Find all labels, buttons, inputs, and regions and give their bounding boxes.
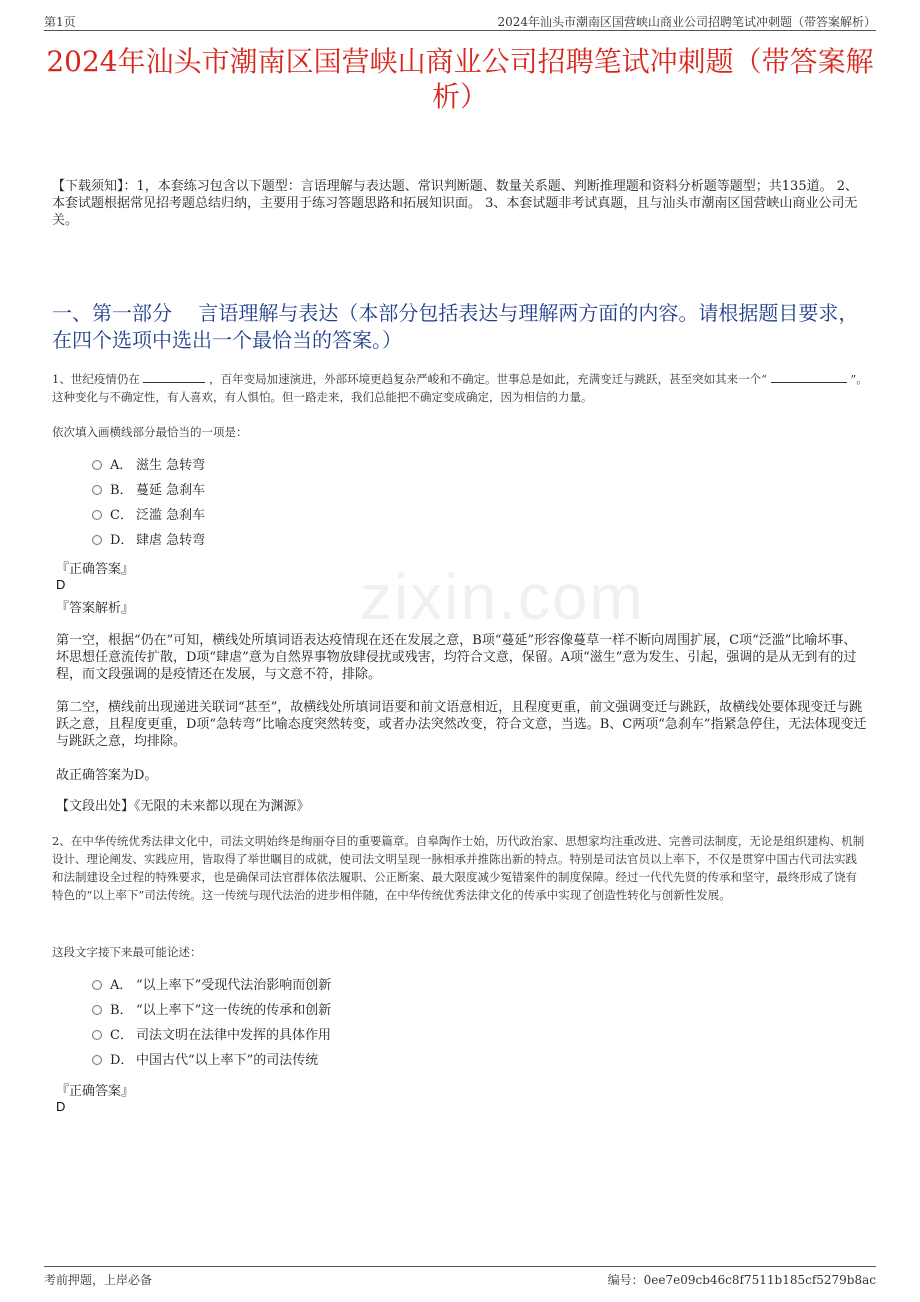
q1-analysis-label: 『答案解析』: [56, 601, 135, 616]
radio-icon[interactable]: [92, 980, 102, 990]
q2-option-c[interactable]: C． 司法文明在法律中发挥的具体作用: [92, 1026, 331, 1046]
page-number: 第1页: [44, 15, 76, 29]
q1-option-a[interactable]: A． 滋生 急转弯: [92, 456, 205, 476]
q2-option-a[interactable]: A． “以上率下”受现代法治影响而创新: [92, 976, 331, 996]
question-1-text: [52, 370, 868, 406]
q1-answer-label: 『正确答案』: [56, 562, 135, 577]
radio-icon[interactable]: [92, 535, 102, 545]
radio-icon[interactable]: [92, 1055, 102, 1065]
watermark: zixin.com: [360, 561, 645, 633]
q1-conclusion: 故正确答案为D。: [56, 768, 158, 783]
q1-option-b[interactable]: B． 蔓延 急刹车: [92, 481, 205, 501]
section-title: 一、第一部分 言语理解与表达（本部分包括表达与理解两方面的内容。请根据题目要求，在四个选项中选出一个最恰当的答案。）: [52, 301, 859, 352]
question-1-prompt: 依次填入画横线部分最恰当的一项是：: [52, 425, 248, 439]
page-title: 2024年汕头市潮南区国营峡山商业公司招聘笔试冲刺题（带答案解析）: [46, 45, 874, 113]
header-divider: [44, 30, 876, 31]
question-2-prompt: 这段文字接下来最可能论述：: [52, 945, 202, 959]
q2-option-d[interactable]: D． 中国古代“以上率下”的司法传统: [92, 1051, 318, 1071]
page-footer: [44, 1271, 876, 1287]
q1-answer: D: [56, 577, 66, 592]
document-id: 编号：0ee7e09cb46c8f7511b185cf5279b8ac: [607, 1273, 876, 1287]
blank-1: [143, 370, 205, 383]
blank-2: [771, 370, 847, 383]
q1-text-a: 1、世纪疫情仍在: [52, 372, 140, 386]
q2-answer: D: [56, 1099, 66, 1114]
footer-slogan: 考前押题，上岸必备: [44, 1273, 153, 1287]
q1-analysis-2: 第二空，横线前出现递进关联词“甚至”，故横线处所填词语要和前文语意相近，且程度更重，前文强调变迁与跳跃，故横线处要体现变迁与跳跃之意，且程度更重，D项“急转弯”比喻态度突然转变，或者办法突然改变，符合文意，当选。B、C两项“急刹车”指紧急停住，无法体现变迁与跳跃之意，均排除。: [56, 700, 867, 749]
radio-icon[interactable]: [92, 460, 102, 470]
q2-option-b[interactable]: B． “以上率下”这一传统的传承和创新: [92, 1001, 331, 1021]
header-doc-title: 2024年汕头市潮南区国营峡山商业公司招聘笔试冲刺题（带答案解析）: [497, 15, 876, 29]
q1-analysis-1: 第一空，根据“仍在”可知，横线处所填词语表达疫情现在还在发展之意，B项“蔓延”形容像蔓草一样不断向周围扩展，C项“泛滥”比喻坏事、坏思想任意流传扩散，D项“肆虐”意为自然界事物放肆侵扰或残害，均符合文意，保留。A项“滋生”意为发生、引起，强调的是从无到有的过程，而文段强调的是疫情还在发展，与文意不符，排除。: [56, 633, 857, 682]
q1-text-b: ，百年变局加速演进，外部环境更趋复杂严峻和不确定。世事总是如此，充满变迁与跳跃，甚至突如其来一个“: [209, 372, 768, 386]
radio-icon[interactable]: [92, 510, 102, 520]
download-notice: 【下载须知】：1，本套练习包含以下题型：言语理解与表达题、常识判断题、数量关系题、判断推理题和资料分析题等题型；共135道。 2、本套试题根据常见招考题总结归纳，主要用于练习答题思路和拓展知识面。 3、本套试题非考试真题，且与汕头市潮南区国营峡山商业公司无关。: [52, 179, 858, 228]
footer-divider: [44, 1266, 876, 1267]
q2-answer-label: 『正确答案』: [56, 1084, 135, 1099]
radio-icon[interactable]: [92, 1005, 102, 1015]
q1-source: 【文段出处】《无限的未来都以现在为渊源》: [56, 799, 310, 814]
q1-option-d[interactable]: D． 肆虐 急转弯: [92, 531, 205, 551]
question-2-text: 2、在中华传统优秀法律文化中，司法文明始终是绚丽夺目的重要篇章。自皋陶作士始，历代政治家、思想家均注重改进、完善司法制度，无论是组织建构、机制设计、理论阐发、实践应用，皆取得了举世瞩目的成就，使司法文明呈现一脉相承并推陈出新的特点。特别是司法官员以上率下，不仅是贯穿中国古代司法实践和法制建设全过程的特殊要求，也是确保司法官群体依法履职、公正断案、最大限度减少冤错案件的制度保障。经过一代代先贤的传承和坚守，最终形成了饶有特色的“以上率下”司法传统。这一传统与现代法治的进步相伴随，在中华传统优秀法律文化的传承中实现了创造性转化与创新性发展。: [52, 834, 865, 902]
q1-option-c[interactable]: C． 泛滥 急刹车: [92, 506, 205, 526]
radio-icon[interactable]: [92, 485, 102, 495]
radio-icon[interactable]: [92, 1030, 102, 1040]
page-header: [44, 11, 876, 29]
q1-text-c: ”。这种变化与不确定性，有人喜欢，有人惧怕。但一路走来，我们总能把不确定变成确定，因为相信的力量。: [52, 372, 868, 404]
